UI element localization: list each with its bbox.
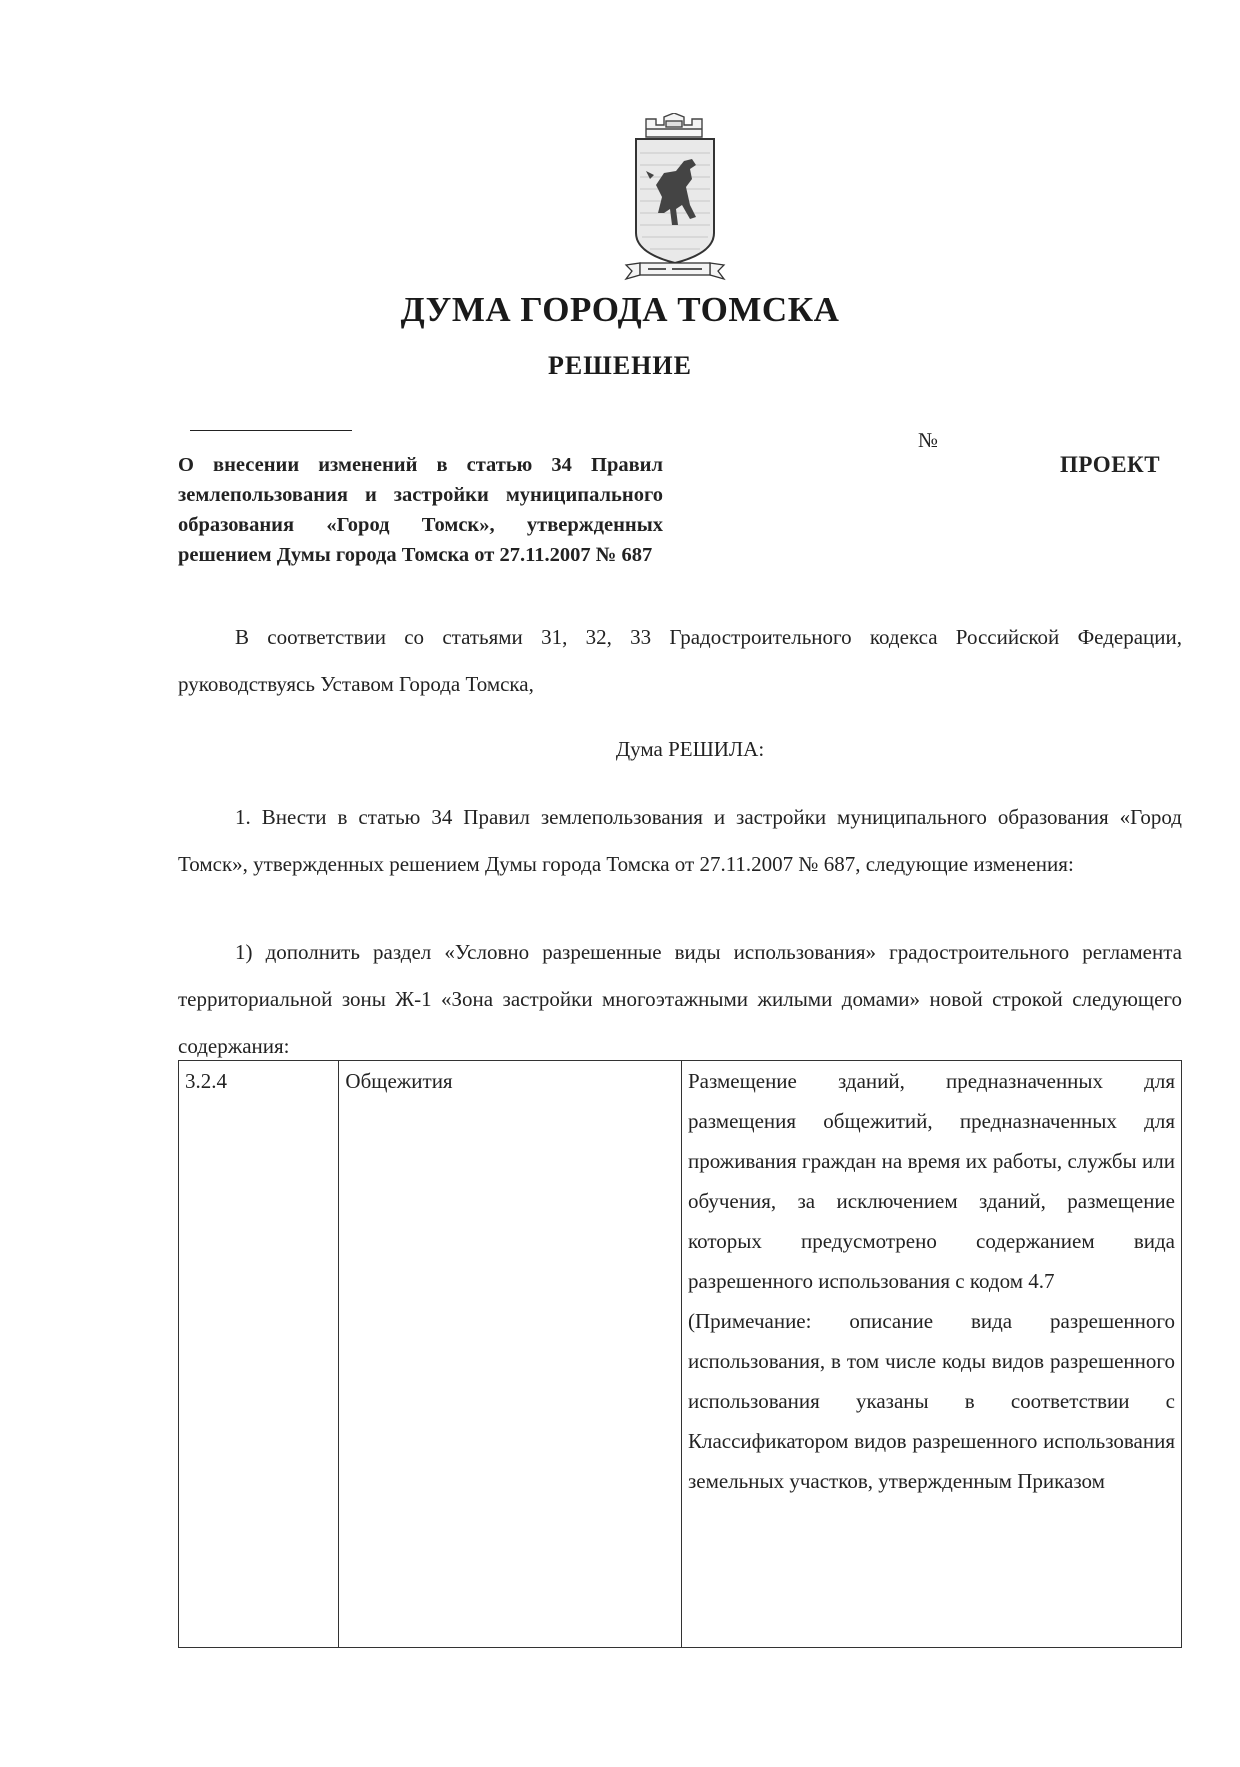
tomsk-coat-of-arms-icon xyxy=(620,113,730,283)
subitem-1-paragraph: 1) дополнить раздел «Условно разрешенные виды использования» градостроительного регламента территориальной зоны Ж-1 «Зона застройки многоэтажными жилыми домами» новой строкой следующего содержания: xyxy=(178,940,1182,1058)
decision-subject: О внесении изменений в статью 34 Правил землепользования и застройки муниципального образования «Город Томск», утвержденных решением Думы города Томска от 27.11.2007 № 687 xyxy=(178,454,663,566)
date-blank-line xyxy=(190,430,352,431)
use-description-cell xyxy=(681,1061,1181,1648)
table-row xyxy=(179,1061,1182,1648)
use-description-text: Размещение зданий, предназначенных для размещения общежитий, предназначенных для проживания граждан на время их работы, службы или обучения, за исключением зданий, размещение которых предусмотрено содержанием вида разрешенного использования с кодом 4.7 xyxy=(687,1069,1175,1293)
draft-label: ПРОЕКТ xyxy=(1060,452,1161,477)
use-code-cell: 3.2.4 xyxy=(179,1061,339,1648)
council-name: ДУМА ГОРОДА ТОМСКА xyxy=(400,290,840,329)
use-name-cell: Общежития xyxy=(339,1061,682,1648)
intro-paragraph: В соответствии со статьями 31, 32, 33 Градостроительного кодекса Российской Федерации, руководствуясь Уставом Города Томска, xyxy=(178,625,1182,696)
item-1-paragraph: 1. Внести в статью 34 Правил землепользования и застройки муниципального образования «Город Томск», утвержденных решением Думы города Томска от 27.11.2007 № 687, следующие изменения: xyxy=(178,805,1182,876)
use-description-note: (Примечание: описание вида разрешенного использования, в том числе коды видов разрешенного использования указаны в соответствии с Классификатором видов разрешенного использования земельных участков, утвержденным Приказом xyxy=(687,1309,1175,1493)
land-use-table xyxy=(178,1060,1182,1648)
document-type: РЕШЕНИЕ xyxy=(548,351,692,380)
resolved-heading: Дума РЕШИЛА: xyxy=(615,737,765,761)
number-sign: № xyxy=(918,428,939,452)
